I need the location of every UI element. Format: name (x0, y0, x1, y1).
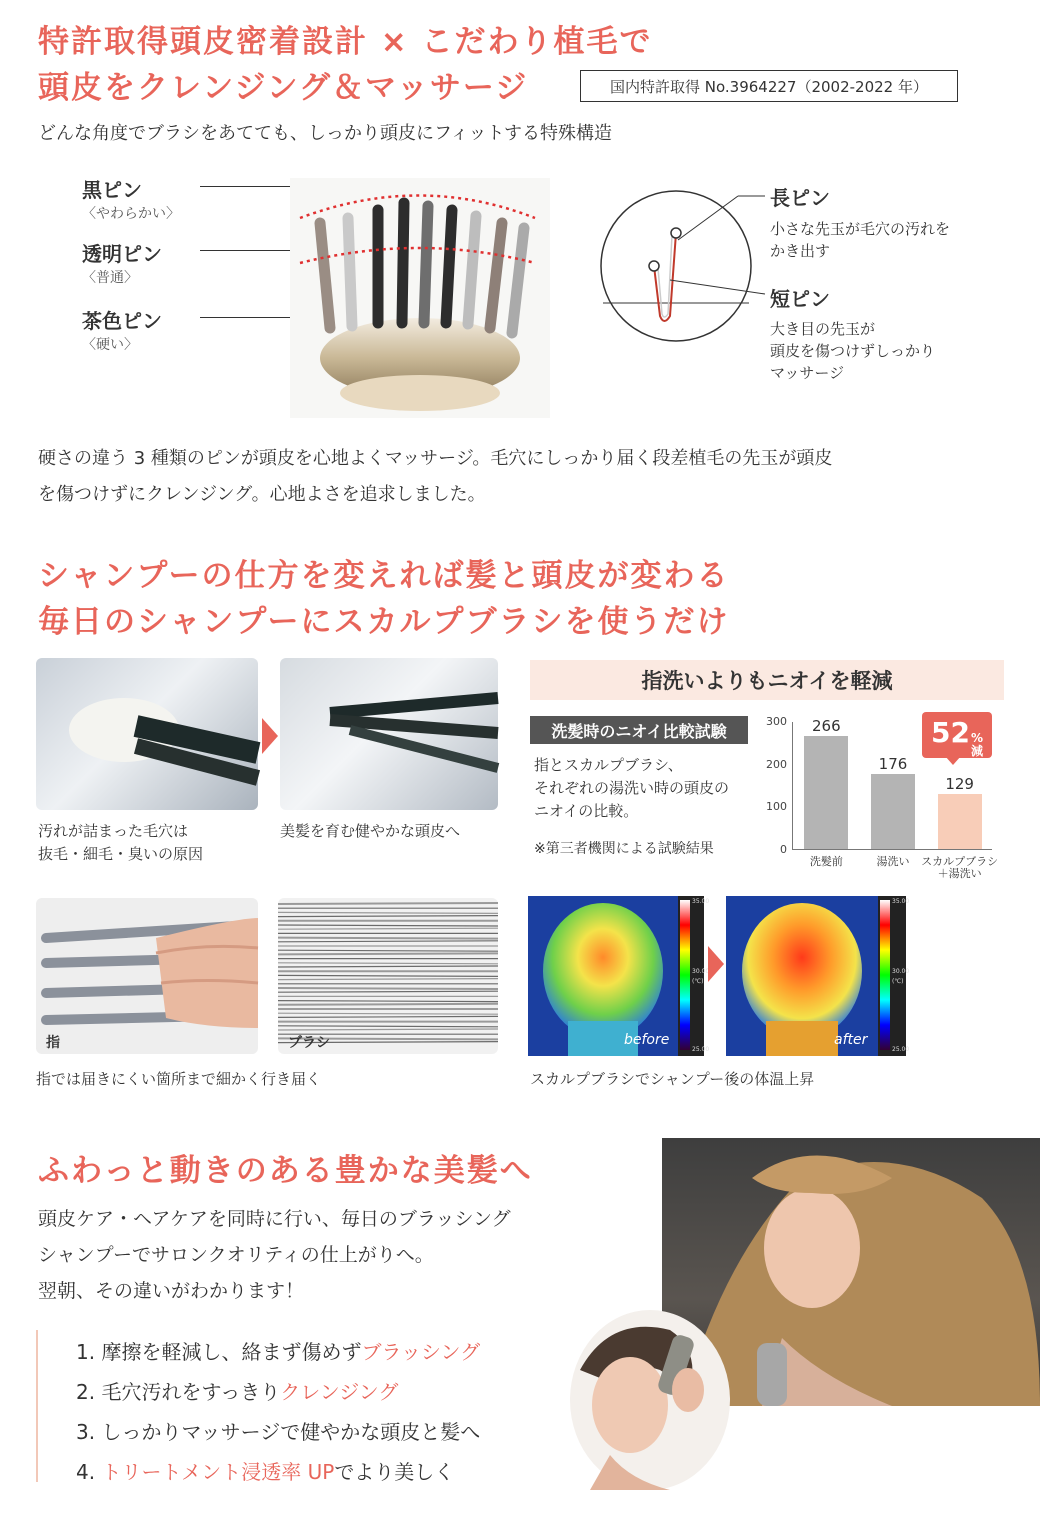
section2-title-line1: シャンプーの仕方を変えれば髪と頭皮が変わる (38, 558, 730, 594)
finger-photo (36, 898, 258, 1054)
thermo-after-scale-bottom: 25.00 (892, 1046, 910, 1053)
odor-desc3: ニオイの比較。 (534, 802, 639, 820)
long-pin-label: 長ピン (770, 186, 830, 210)
thermo-after-scale-unit: (℃) (892, 978, 904, 985)
benefit-1-highlight: ブラッシング (361, 1340, 481, 1364)
thermo-before-scale-mid: 30.00 (692, 968, 710, 975)
pin-brown-sub: 〈硬い〉 (82, 337, 138, 353)
benefit-2-number: 2. (76, 1380, 96, 1404)
pin-clear-sub: 〈普通〉 (82, 270, 138, 286)
brush-stroke-line (278, 988, 498, 989)
pore-arrow-icon (262, 718, 278, 754)
pin-brown (82, 305, 162, 354)
benefit-item-2 (76, 1376, 398, 1405)
brush-stroke-line (278, 966, 498, 967)
odor-desc2: それぞれの湯洗い時の頭皮の (534, 779, 730, 797)
pin-black-label: 黒ピン (82, 178, 142, 202)
odor-header: 指洗いよりもニオイを軽減 (530, 660, 1004, 700)
finger-caption: 指では届きにくい箇所まで細かく行き届く (36, 1070, 322, 1088)
badge-suffix (971, 732, 983, 758)
pin-clear (82, 238, 162, 287)
benefit-1-number: 1. (76, 1340, 96, 1364)
brush-stroke-line (278, 916, 498, 917)
odor-chart-bar (938, 794, 982, 849)
brush-stroke-line (278, 991, 498, 992)
brush-illustration (290, 178, 550, 418)
patent-box: 国内特許取得 No.3964227（2002-2022 年） (580, 70, 958, 102)
section3-para3: 翌朝、その違いがわかります！ (38, 1280, 305, 1302)
thermo-before-scale-unit: (℃) (692, 978, 704, 985)
brush-stroke-line (278, 912, 498, 913)
odor-chart-category-label: スカルプブラシ＋湯洗い (921, 855, 999, 880)
brush-strokes-illustration (278, 898, 498, 1054)
odor-chart-category-label: 湯洗い (876, 855, 910, 868)
short-pin-label: 短ピン (770, 287, 830, 311)
section3-title: ふわっと動きのある豊かな美髪へ (38, 1153, 533, 1189)
brush-label: ブラシ (288, 1035, 330, 1051)
pin-black (82, 174, 180, 223)
brush-stroke-line (278, 925, 498, 926)
benefit-2-highlight: クレンジング (280, 1380, 399, 1404)
brush-stroke-line (278, 979, 498, 980)
badge-percent: % (970, 731, 983, 745)
section1-paragraph-line1: 硬さの違う 3 種類のピンが頭皮を心地よくマッサージ。毛穴にしっかり届く段差植毛の先玉が頭皮 (38, 448, 833, 469)
benefit-2-text: 毛穴汚れをすっきり (101, 1380, 281, 1404)
thermo-after-scale (880, 900, 890, 1050)
pin-black-sub: 〈やわらかい〉 (82, 206, 180, 222)
thermo-caption: スカルプブラシでシャンプー後の体温上昇 (530, 1070, 815, 1088)
odor-chart-value-label: 266 (812, 716, 841, 735)
thermo-before-photo (528, 896, 710, 1056)
thermo-before-label: before (624, 1032, 670, 1048)
pore-before-illustration (36, 658, 258, 810)
odor-chart-ytick: 100 (766, 800, 787, 814)
brush-stroke-line (278, 1029, 498, 1030)
odor-note: ※第三者機関による試験結果 (534, 841, 714, 857)
long-pin-desc1: 小さな先玉が毛穴の汚れを (770, 220, 951, 238)
brushing-illustration (570, 1310, 730, 1490)
benefit-4-highlight: トリートメント浸透率 UP (101, 1460, 335, 1484)
badge-pointer (945, 756, 961, 765)
thermo-after-photo (726, 896, 910, 1056)
finger-illustration (36, 898, 258, 1054)
section1-title-line1: 特許取得頭皮密着設計 × こだわり植毛で (38, 24, 653, 60)
badge-reduce: 減 (970, 744, 983, 758)
section1-title-line2: 頭皮をクレンジング＆マッサージ (38, 70, 529, 106)
benefit-item-4 (76, 1456, 454, 1485)
reduction-badge (922, 712, 992, 758)
pore-before-photo (36, 658, 258, 810)
pore-after-photo (280, 658, 498, 810)
thermo-after-scale-mid: 30.00 (892, 968, 910, 975)
section3-para1: 頭皮ケア・ヘアケアを同時に行い、毎日のブラッシング (38, 1208, 511, 1230)
thermo-arrow-icon (708, 946, 724, 982)
pin-clear-label: 透明ピン (82, 242, 162, 266)
benefit-3-number: 3. (76, 1420, 96, 1444)
pore-after-illustration (280, 658, 498, 810)
short-pin-desc1: 大き目の先玉が (770, 320, 876, 338)
odor-chart-ytick: 0 (780, 843, 787, 856)
odor-chart-bar (871, 774, 915, 849)
brush-stroke-line (278, 903, 498, 904)
pore-before-caption2: 抜毛・細毛・臭いの原因 (38, 845, 204, 863)
brush-stroke-line (278, 938, 498, 939)
brush-stroke-line (278, 1004, 498, 1005)
finger-label: 指 (46, 1035, 60, 1051)
section3-para2: シャンプーでサロンクオリティの仕上がりへ。 (38, 1244, 434, 1266)
benefit-item-1 (76, 1336, 480, 1365)
benefit-4-number: 4. (76, 1460, 96, 1484)
odor-chart-ytick: 300 (766, 715, 787, 728)
short-pin-desc3: マッサージ (770, 364, 845, 382)
brush-stroke-line (278, 1013, 498, 1014)
odor-chart-ytick: 200 (766, 757, 787, 771)
odor-chart-bar (804, 736, 848, 849)
long-pin-desc2: かき出す (770, 242, 831, 260)
thermo-before-scale-top: 35.00 (692, 898, 710, 905)
brush-strokes-photo (278, 898, 498, 1054)
pore-before-caption1: 汚れが詰まった毛穴は (38, 822, 189, 840)
brush-stroke-line (278, 975, 498, 976)
thermo-before-scale-bottom: 25.00 (692, 1046, 710, 1053)
section2-title-line2: 毎日のシャンプーにスカルプブラシを使うだけ (38, 604, 730, 640)
pore-after-caption: 美髪を育む健やかな頭皮へ (280, 822, 461, 840)
brush-stroke-line (278, 1001, 498, 1002)
thermo-before-scale (680, 900, 690, 1050)
brush-stroke-line (278, 953, 498, 954)
brush-stroke-line (278, 950, 498, 951)
list-accent-bar (36, 1330, 38, 1482)
odor-chart-value-label: 176 (878, 754, 908, 773)
benefit-item-3 (76, 1416, 480, 1445)
odor-test-label: 洗髪時のニオイ比較試験 (530, 716, 748, 744)
odor-desc1: 指とスカルプブラシ、 (534, 756, 683, 774)
odor-chart-value-label: 129 (945, 774, 974, 793)
pin-brown-label: 茶色ピン (82, 309, 162, 333)
badge-number: 52 (931, 716, 970, 749)
brush-stroke-line (278, 1026, 498, 1027)
benefit-4-text: でより美しく (334, 1460, 455, 1484)
section1-subtitle: どんな角度でブラシをあてても、しっかり頭皮にフィットする特殊構造 (38, 123, 613, 144)
short-pin-desc2: 頭皮を傷つけずしっかり (770, 342, 936, 360)
callout-lines (670, 190, 770, 320)
thermo-after-label: after (834, 1032, 868, 1048)
odor-chart-category-label: 洗髪前 (809, 855, 843, 868)
benefit-3-text: しっかりマッサージで健やかな頭皮と髪へ (101, 1420, 481, 1444)
thermo-after-scale-top: 35.00 (892, 898, 910, 905)
brush-stroke-line (278, 941, 498, 942)
brushing-photo (570, 1310, 730, 1490)
brush-stroke-line (278, 1016, 498, 1017)
section1-paragraph-line2: を傷つけずにクレンジング。心地よさを追求しました。 (38, 484, 486, 505)
brush-stroke-line (278, 963, 498, 964)
brush-stroke-line (278, 928, 498, 929)
benefit-1-text: 摩擦を軽減し、絡まず傷めず (101, 1340, 362, 1364)
